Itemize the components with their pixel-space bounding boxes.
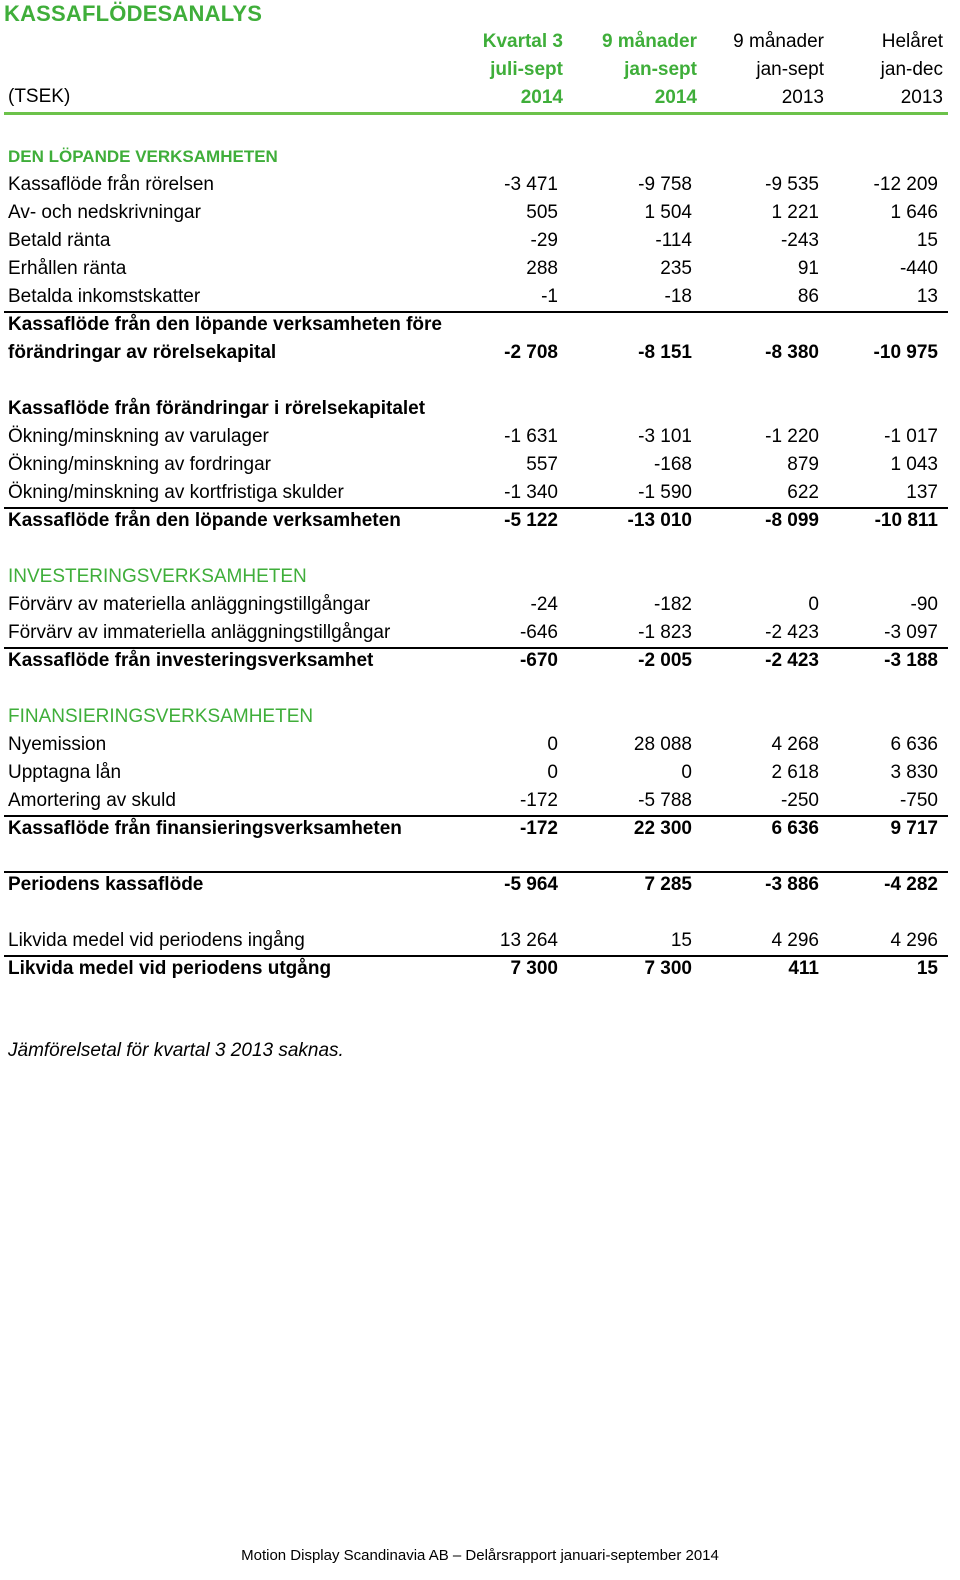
- cell-value: -29: [530, 230, 558, 251]
- row-label: Av- och nedskrivningar: [8, 202, 201, 223]
- cell-value: -3 188: [884, 650, 938, 671]
- cell-value: 1 221: [771, 202, 819, 223]
- row-label: Förvärv av materiella anläggningstillgångar: [8, 594, 371, 615]
- table-row: [0, 927, 960, 955]
- section-heading-financing: [0, 703, 960, 731]
- table-row: [0, 171, 960, 199]
- cell-value: -90: [910, 594, 938, 615]
- cell-value: -3 471: [504, 174, 558, 195]
- table-row: [0, 451, 960, 479]
- cell-value: -12 209: [873, 174, 938, 195]
- cell-value: -9 758: [638, 174, 692, 195]
- cell-value: 6 636: [771, 818, 819, 839]
- cell-value: -168: [653, 454, 692, 475]
- cell-value: -10 975: [873, 342, 938, 363]
- subtotal-row-label: [0, 311, 960, 339]
- subtotal-row: [0, 507, 960, 535]
- cell-value: -646: [519, 622, 558, 643]
- table-row: [0, 479, 960, 507]
- table-header: [0, 28, 960, 118]
- subtotal-row: [0, 339, 960, 367]
- column-header-line: Kvartal 3: [482, 31, 563, 52]
- cell-value: 622: [787, 482, 819, 503]
- column-header-line: 2014: [654, 87, 697, 108]
- cell-value: 4 296: [771, 930, 819, 951]
- row-label: Kassaflöde från rörelsen: [8, 174, 214, 195]
- row-label: Likvida medel vid periodens utgång: [8, 958, 332, 979]
- cell-value: -1 590: [638, 482, 692, 503]
- cell-value: -2 423: [765, 622, 819, 643]
- cell-value: 0: [808, 594, 819, 615]
- cell-value: -8 099: [765, 510, 819, 531]
- cell-value: -5 964: [504, 874, 558, 895]
- cell-value: -172: [519, 818, 558, 839]
- column-header-q3-2014: [483, 28, 563, 112]
- column-header-line: 9 månader: [733, 31, 824, 52]
- table-row: [0, 759, 960, 787]
- table-row: [0, 731, 960, 759]
- cell-value: 3 830: [890, 762, 938, 783]
- cell-value: 1 646: [890, 202, 938, 223]
- cell-value: 1 504: [644, 202, 692, 223]
- cell-value: -3 886: [765, 874, 819, 895]
- cell-value: 557: [526, 454, 558, 475]
- cell-value: -4 282: [884, 874, 938, 895]
- cell-value: 91: [797, 258, 819, 279]
- column-header-line: jan-sept: [756, 59, 824, 80]
- cell-value: 879: [787, 454, 819, 475]
- row-label: förändringar av rörelsekapital: [8, 342, 277, 363]
- cell-value: 505: [526, 202, 558, 223]
- row-label: Kassaflöde från finansieringsverksamheten: [8, 818, 402, 839]
- row-label: Upptagna lån: [8, 762, 122, 783]
- cell-value: 22 300: [633, 818, 692, 839]
- cell-value: 4 296: [890, 930, 938, 951]
- spacer-row: [0, 843, 960, 871]
- footnote: Jämförelsetal för kvartal 3 2013 saknas.: [8, 1040, 344, 1061]
- cell-value: -18: [664, 286, 692, 307]
- column-header-9m-2013: [733, 28, 824, 112]
- row-label: Ökning/minskning av varulager: [8, 426, 269, 447]
- cell-value: -1: [541, 286, 558, 307]
- subtotal-row: [0, 647, 960, 675]
- cell-value: -670: [519, 650, 558, 671]
- cell-value: -440: [899, 258, 938, 279]
- column-header-line: jan-sept: [624, 59, 697, 80]
- cell-value: 28 088: [633, 734, 692, 755]
- cell-value: -24: [530, 594, 558, 615]
- table-row: [0, 283, 960, 311]
- row-label: Likvida medel vid periodens ingång: [8, 930, 305, 951]
- total-row: [0, 955, 960, 983]
- section-heading-investing: [0, 563, 960, 591]
- cell-value: -5 788: [638, 790, 692, 811]
- column-header-line: 2014: [520, 87, 563, 108]
- column-header-line: 2013: [900, 87, 943, 108]
- cell-value: -750: [899, 790, 938, 811]
- spacer-row: [0, 367, 960, 395]
- column-header-line: jan-dec: [880, 59, 943, 80]
- row-label: FINANSIERINGSVERKSAMHETEN: [8, 706, 314, 727]
- section-heading-operating: [0, 143, 960, 171]
- row-label: Förvärv av immateriella anläggningstillgångar: [8, 622, 391, 643]
- cell-value: -2 005: [638, 650, 692, 671]
- table-row: [0, 255, 960, 283]
- cell-value: -1 017: [884, 426, 938, 447]
- row-label: Kassaflöde från förändringar i rörelsekapitalet: [8, 398, 426, 419]
- cell-value: 6 636: [890, 734, 938, 755]
- row-label: Betalda inkomstskatter: [8, 286, 201, 307]
- cell-value: 15: [916, 958, 938, 979]
- row-label: Kassaflöde från den löpande verksamheten före: [8, 314, 442, 335]
- row-label: INVESTERINGSVERKSAMHETEN: [8, 566, 307, 587]
- cell-value: 15: [670, 930, 692, 951]
- cell-value: -1 823: [638, 622, 692, 643]
- row-label: Nyemission: [8, 734, 107, 755]
- table-row: [0, 591, 960, 619]
- column-header-line: juli-sept: [490, 59, 563, 80]
- subtotal-row: [0, 815, 960, 843]
- cell-value: -182: [653, 594, 692, 615]
- cell-value: -1 220: [765, 426, 819, 447]
- page-footer: Motion Display Scandinavia AB – Delårsrapport januari-september 2014: [241, 1547, 719, 1564]
- cell-value: 15: [916, 230, 938, 251]
- cell-value: -8 380: [765, 342, 819, 363]
- table-row: [0, 787, 960, 815]
- cell-value: 2 618: [771, 762, 819, 783]
- cell-value: -2 423: [765, 650, 819, 671]
- cell-value: -5 122: [504, 510, 558, 531]
- cell-value: 13 264: [499, 930, 558, 951]
- cell-value: -8 151: [638, 342, 692, 363]
- cell-value: -114: [655, 230, 692, 251]
- row-label: Erhållen ränta: [8, 258, 127, 279]
- cell-value: -1 340: [504, 482, 558, 503]
- cell-value: 0: [547, 762, 558, 783]
- column-header-line: 2013: [781, 87, 824, 108]
- cell-value: 288: [526, 258, 558, 279]
- row-label: Betald ränta: [8, 230, 111, 251]
- row-label: Kassaflöde från den löpande verksamheten: [8, 510, 401, 531]
- table-row: [0, 227, 960, 255]
- cell-value: 7 300: [644, 958, 692, 979]
- spacer-row: [0, 899, 960, 927]
- cell-value: 7 285: [644, 874, 692, 895]
- row-label: Periodens kassaflöde: [8, 874, 204, 895]
- cell-value: -9 535: [765, 174, 819, 195]
- row-label: Kassaflöde från investeringsverksamhet: [8, 650, 374, 671]
- total-row: [0, 871, 960, 899]
- column-header-line: 9 månader: [601, 31, 697, 52]
- spacer-row: [0, 675, 960, 703]
- cell-value: 0: [547, 734, 558, 755]
- row-label: Ökning/minskning av kortfristiga skulder: [8, 482, 344, 503]
- cell-value: 411: [788, 958, 819, 979]
- header-divider: [4, 112, 948, 115]
- column-header-9m-2014: [602, 28, 697, 112]
- cell-value: -10 811: [874, 510, 938, 531]
- cell-value: -243: [780, 230, 819, 251]
- column-header-line: Helåret: [881, 31, 943, 52]
- table-row: [0, 199, 960, 227]
- table-row: [0, 619, 960, 647]
- column-header-fy-2013: [881, 28, 943, 112]
- row-label: DEN LÖPANDE VERKSAMHETEN: [8, 147, 278, 166]
- cell-value: 86: [797, 286, 819, 307]
- table-row: [0, 423, 960, 451]
- cell-value: -250: [780, 790, 819, 811]
- cell-value: -3 097: [884, 622, 938, 643]
- cell-value: 4 268: [771, 734, 819, 755]
- cell-value: -13 010: [627, 510, 692, 531]
- cell-value: -1 631: [504, 426, 558, 447]
- page-title: KASSAFLÖDESANALYS: [4, 1, 263, 26]
- cell-value: -172: [519, 790, 558, 811]
- row-label: Ökning/minskning av fordringar: [8, 454, 271, 475]
- row-label: Amortering av skuld: [8, 790, 176, 811]
- cashflow-table: [0, 143, 960, 983]
- cell-value: -3 101: [638, 426, 692, 447]
- cell-value: 13: [916, 286, 938, 307]
- unit-label: (TSEK): [8, 86, 71, 107]
- cell-value: 0: [681, 762, 692, 783]
- cell-value: 235: [660, 258, 692, 279]
- cell-value: 137: [906, 482, 938, 503]
- spacer-row: [0, 535, 960, 563]
- cell-value: -2 708: [504, 342, 558, 363]
- cell-value: 1 043: [890, 454, 938, 475]
- subsection-heading: [0, 395, 960, 423]
- cell-value: 9 717: [890, 818, 938, 839]
- cell-value: 7 300: [510, 958, 558, 979]
